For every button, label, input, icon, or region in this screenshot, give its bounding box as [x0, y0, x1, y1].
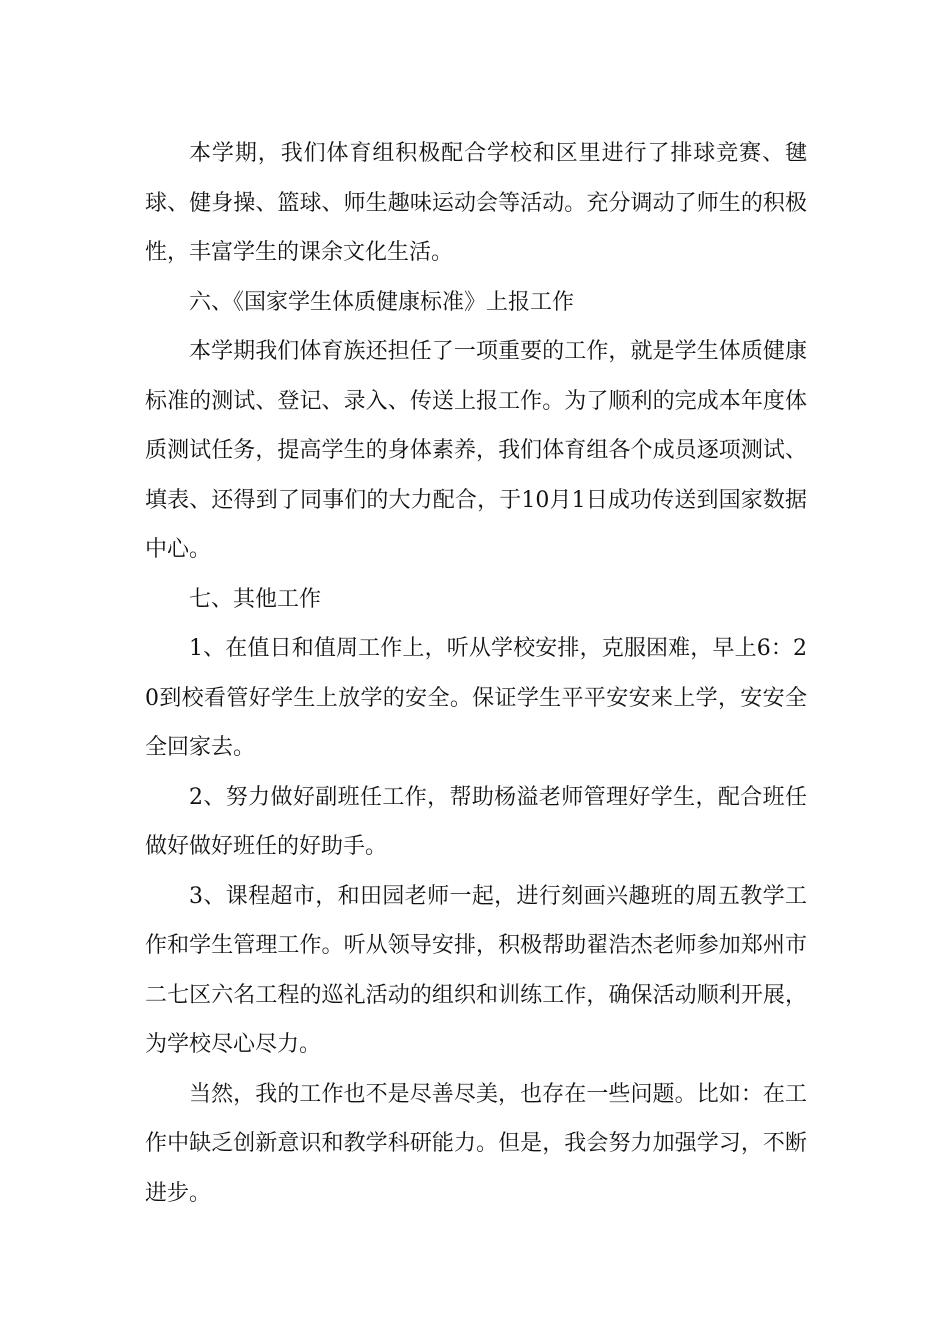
paragraph-deputy-class: 2、努力做好副班任工作，帮助杨溢老师管理好学生，配合班任做好做好班任的好助手。: [145, 784, 807, 859]
paragraph-course-market: 3、课程超市，和田园老师一起，进行刻画兴趣班的周五教学工作和学生管理工作。听从领导安排，积极帮助翟浩杰老师参加郑州市二七区六名工程的巡礼活动的组织和训练工作，确保活动顺利开展，为学校尽心尽力。: [145, 883, 807, 1057]
paragraph-duty-work: 1、在值日和值周工作上，听从学校安排，克服困难，早上6：20到校看管好学生上放学的安全。保证学生平平安安来上学，安安全全回家去。: [145, 636, 807, 760]
section-heading-6: 六、《国家学生体质健康标准》上报工作: [189, 289, 575, 315]
section-heading-7: 七、其他工作: [189, 586, 322, 612]
paragraph-activities: 本学期，我们体育组积极配合学校和区里进行了排球竞赛、毽球、健身操、篮球、师生趣味运动会等活动。充分调动了师生的积极性，丰富学生的课余文化生活。: [145, 141, 807, 265]
paragraph-conclusion: 当然，我的工作也不是尽善尽美，也存在一些问题。比如：在工作中缺乏创新意识和教学科研能力。但是，我会努力加强学习，不断进步。: [145, 1081, 807, 1206]
document-page: [145, 129, 807, 1218]
paragraph-health-standard: 本学期我们体育族还担任了一项重要的工作，就是学生体质健康标准的测试、登记、录入、传送上报工作。为了顺利的完成本年度体质测试任务，提高学生的身体素养，我们体育组各个成员逐项测试、填表、还得到了同事们的大力配合，于10月1日成功传送到国家数据中心。: [145, 339, 807, 562]
